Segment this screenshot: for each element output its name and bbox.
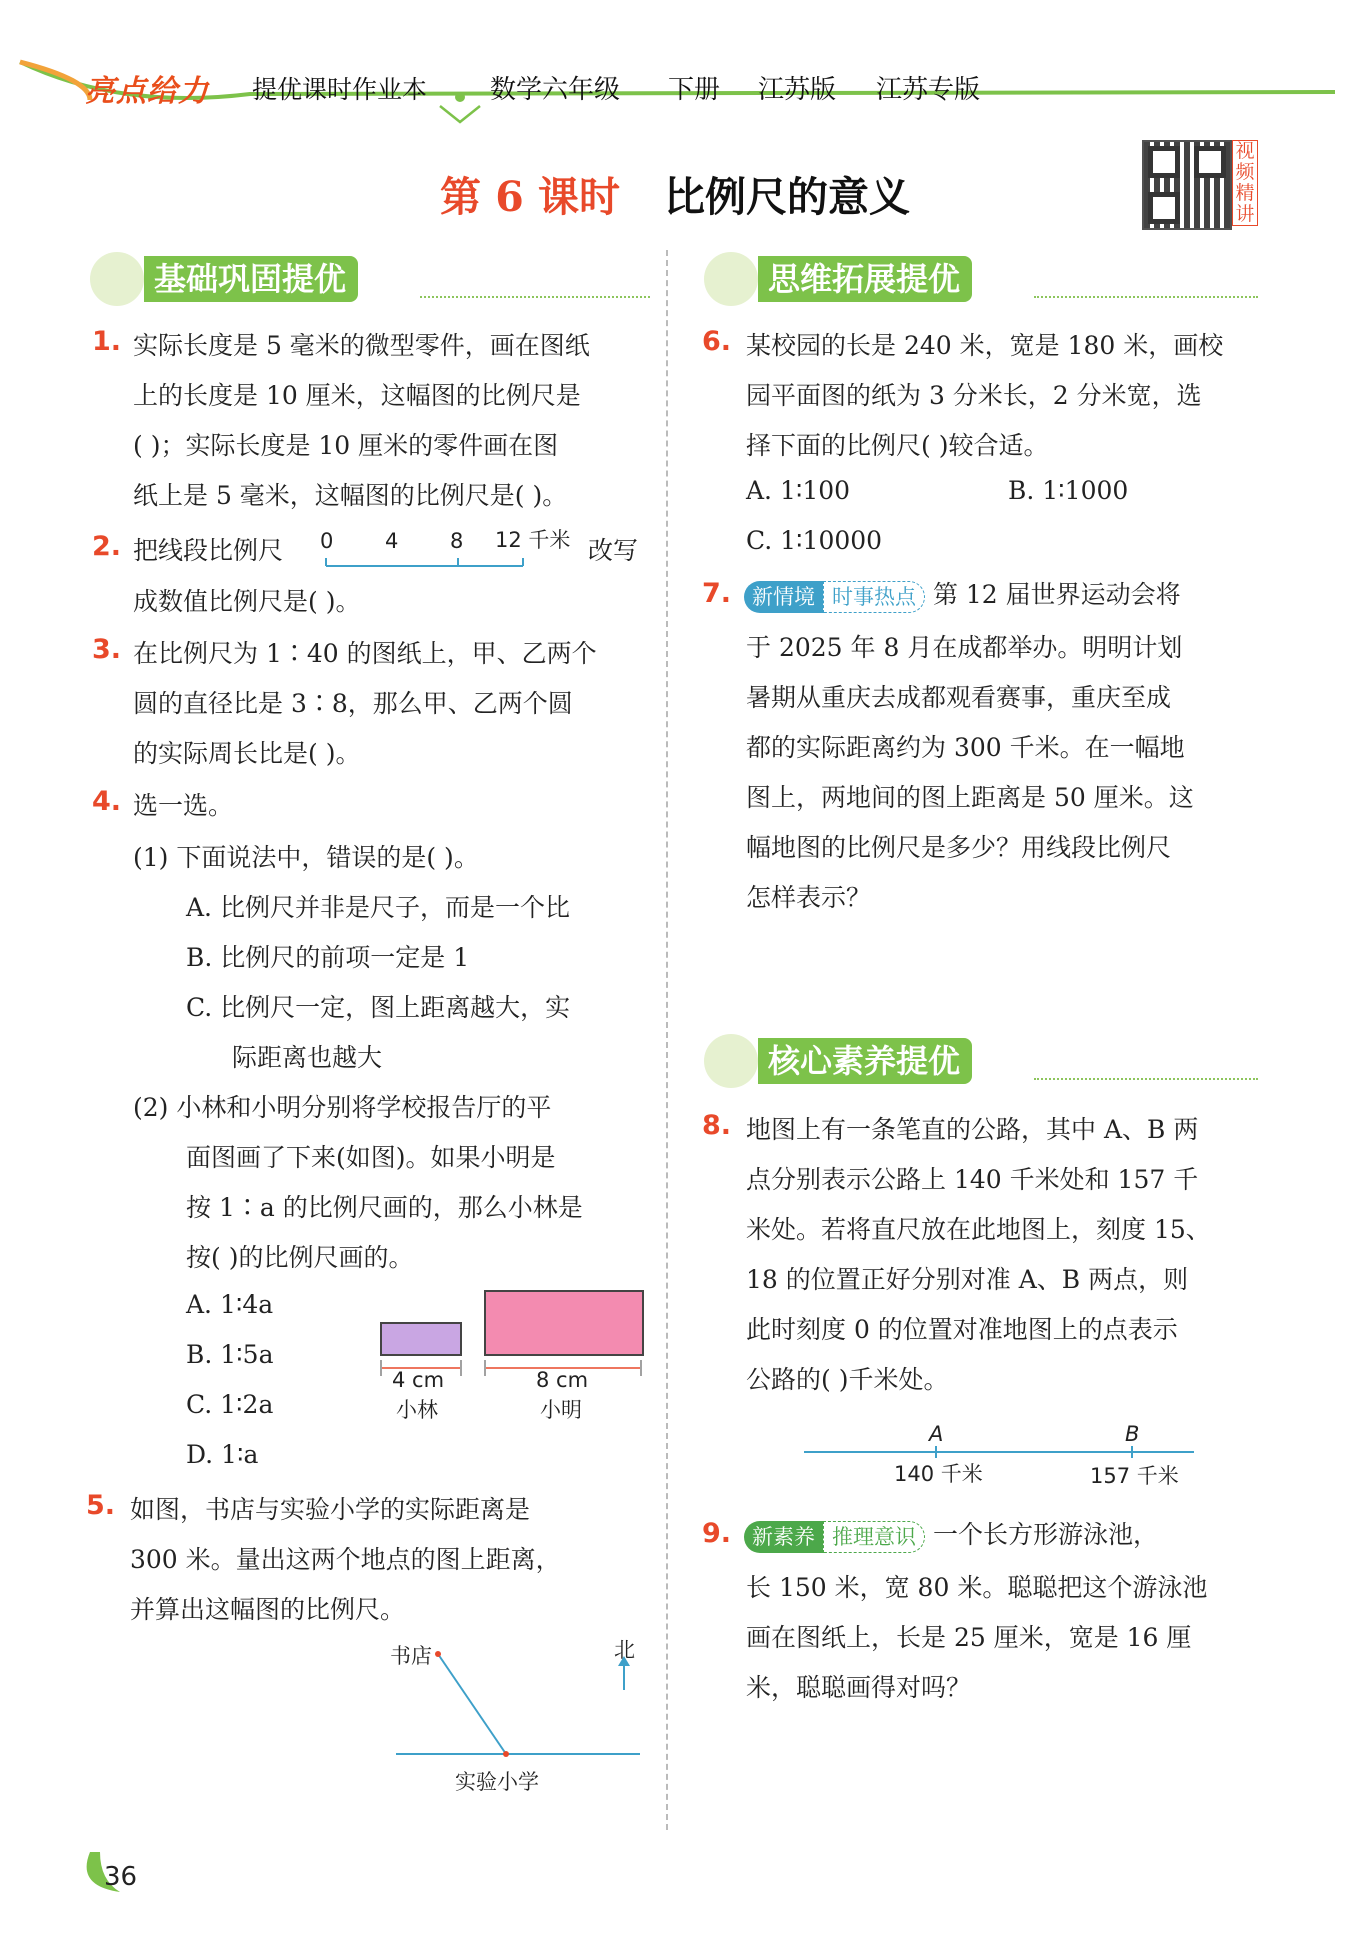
scale-tick-label: 4 [385,529,399,553]
q1-line: ( )；实际长度是 10 厘米的零件画在图 [133,431,559,460]
q1-number: 1. [92,326,122,357]
q4-option: C. 比例尺一定，图上距离越大，实 [186,993,571,1022]
page-number: 36 [104,1862,138,1892]
q9-line: 长 150 米，宽 80 米。聪聪把这个游泳池 [746,1573,1208,1602]
q2-line: 成数值比例尺是( )。 [133,587,361,616]
q6-line: 某校园的长是 240 米，宽是 180 米，画校 [746,331,1224,360]
q7-line: 幅地图的比例尺是多少？用线段比例尺 [746,833,1172,862]
q4-option: D. 1∶a [186,1440,259,1469]
q4-part2: 面图画了下来(如图)。如果小明是 [186,1143,556,1172]
section-core-title: 核心素养提优 [758,1038,972,1084]
q1-line: 上的长度是 10 厘米，这幅图的比例尺是 [133,381,581,410]
q5-line: 并算出这幅图的比例尺。 [130,1595,406,1624]
q9-line: 米，聪聪画得对吗？ [746,1673,972,1702]
q3-number: 3. [92,634,122,665]
point-a-label: A [929,1422,944,1446]
q9-first-line [744,1515,1158,1553]
q2-pre: 把线段比例尺 [133,536,284,565]
header-special: 江苏专版 [876,75,981,105]
header-subtitle: 提优课时作业本 [252,75,428,104]
q6-option: C. 1∶10000 [746,526,883,555]
q9-number: 9. [702,1518,732,1549]
lesson-number: 第 6 课时 [439,173,621,221]
q7-number: 7. [702,578,732,609]
q3-line: 圆的直径比是 3∶8，那么甲、乙两个圆 [133,689,573,718]
xiaolin-rect [380,1322,462,1356]
q4-part2: 按 1∶a 的比例尺画的，那么小林是 [186,1193,583,1222]
sprout-icon [704,252,758,306]
school-label: 实验小学 [455,1770,539,1794]
q8-line: 此时刻度 0 的位置对准地图上的点表示 [746,1315,1178,1344]
q4-option: A. 比例尺并非是尺子，而是一个比 [186,893,570,922]
q8-line: 18 的位置正好分别对准 A、B 两点，则 [746,1265,1189,1294]
scale-tick-label: 12 千米 [495,528,571,552]
scale-tick-label: 0 [320,529,334,553]
gear-icon [90,252,144,306]
q3-line: 的实际周长比是( )。 [133,739,361,768]
q8-line: 点分别表示公路上 140 千米处和 157 千 [746,1165,1199,1194]
q4-option-cont: 际距离也越大 [232,1043,383,1072]
q7-first-line [744,575,1181,613]
q8-line: 公路的( )千米处。 [746,1365,949,1394]
qr-label: 视频精讲 [1232,140,1258,226]
q7-first-text: 第 12 届世界运动会将 [932,580,1181,609]
q4-option: A. 1∶4a [186,1290,274,1319]
q6-number: 6. [702,326,732,357]
trophy-icon [704,1034,758,1088]
q6-line: 择下面的比例尺( )较合适。 [746,431,1049,460]
q3-line: 在比例尺为 1∶40 的图纸上，甲、乙两个 [133,639,597,668]
q7-line: 暑期从重庆去成都观看赛事，重庆至成 [746,683,1172,712]
q6-option: B. 1∶1000 [1008,476,1129,505]
xiaoming-label: 小明 [540,1398,582,1422]
lesson-title [0,164,1350,223]
q5-line: 如图，书店与实验小学的实际距离是 [130,1495,531,1524]
section-core [704,1038,1258,1084]
q7-line: 都的实际距离约为 300 千米。在一幅地 [746,733,1185,762]
q7-line: 图上，两地间的图上距离是 50 厘米。这 [746,783,1194,812]
point-b-label: B [1125,1422,1140,1446]
q4-option: C. 1∶2a [186,1390,274,1419]
section-thinking-title: 思维拓展提优 [758,256,972,302]
q4-part1: (1) 下面说法中，错误的是( )。 [133,843,479,872]
q1-line: 实际长度是 5 毫米的微型零件，画在图纸 [133,331,590,360]
q5-line: 300 米。量出这两个地点的图上距离， [130,1545,561,1574]
q4-part2: (2) 小林和小明分别将学校报告厅的平 [133,1093,552,1122]
q4-part2: 按( )的比例尺画的。 [186,1243,414,1272]
point-b-value: 157 千米 [1090,1464,1179,1488]
q8-number: 8. [702,1110,732,1141]
q7-line: 怎样表示？ [746,883,872,912]
q9-line: 画在图纸上，长是 25 厘米，宽是 16 厘 [746,1623,1192,1652]
xiaolin-label: 小林 [396,1398,438,1422]
q7-line: 于 2025 年 8 月在成都举办。明明计划 [746,633,1183,662]
xiaoming-rect [484,1290,644,1356]
header-brand: 亮点给力 [85,74,209,109]
q4-option: B. 比例尺的前项一定是 1 [186,943,470,972]
q2-number: 2. [92,531,122,562]
q4-title: 选一选。 [133,791,234,820]
q8-line: 米处。若将直尺放在此地图上，刻度 15、 [746,1215,1211,1244]
q1-line: 纸上是 5 毫米，这幅图的比例尺是( )。 [133,481,568,510]
q4-option: B. 1∶5a [186,1340,274,1369]
q5-number: 5. [86,1490,116,1521]
header-volume: 下册 [668,75,721,105]
xiaolin-length: 4 cm [392,1368,445,1392]
q6-line: 园平面图的纸为 3 分米长，2 分米宽，选 [746,381,1202,410]
header-edition: 江苏版 [758,75,837,105]
section-basic-title: 基础巩固提优 [144,256,358,302]
section-thinking [704,256,1258,302]
point-a-value: 140 千米 [894,1462,983,1486]
q9-first-text: 一个长方形游泳池， [932,1520,1158,1549]
header-grade: 数学六年级 [490,75,621,105]
bookstore-label: 书店 [390,1644,432,1668]
q8-line: 地图上有一条笔直的公路，其中 A、B 两 [746,1115,1199,1144]
q7-badge: 新情境 时事热点 [744,581,925,613]
xiaoming-length: 8 cm [536,1368,589,1392]
north-label: 北 [614,1638,635,1662]
column-divider [666,250,668,1830]
lesson-name: 比例尺的意义 [664,173,911,221]
q9-badge: 新素养 推理意识 [744,1521,925,1553]
q6-option: A. 1∶100 [746,476,851,505]
section-basic [90,256,650,302]
q2-post: 改写 [588,536,639,565]
q4-number: 4. [92,786,122,817]
scale-tick-label: 8 [450,529,464,553]
